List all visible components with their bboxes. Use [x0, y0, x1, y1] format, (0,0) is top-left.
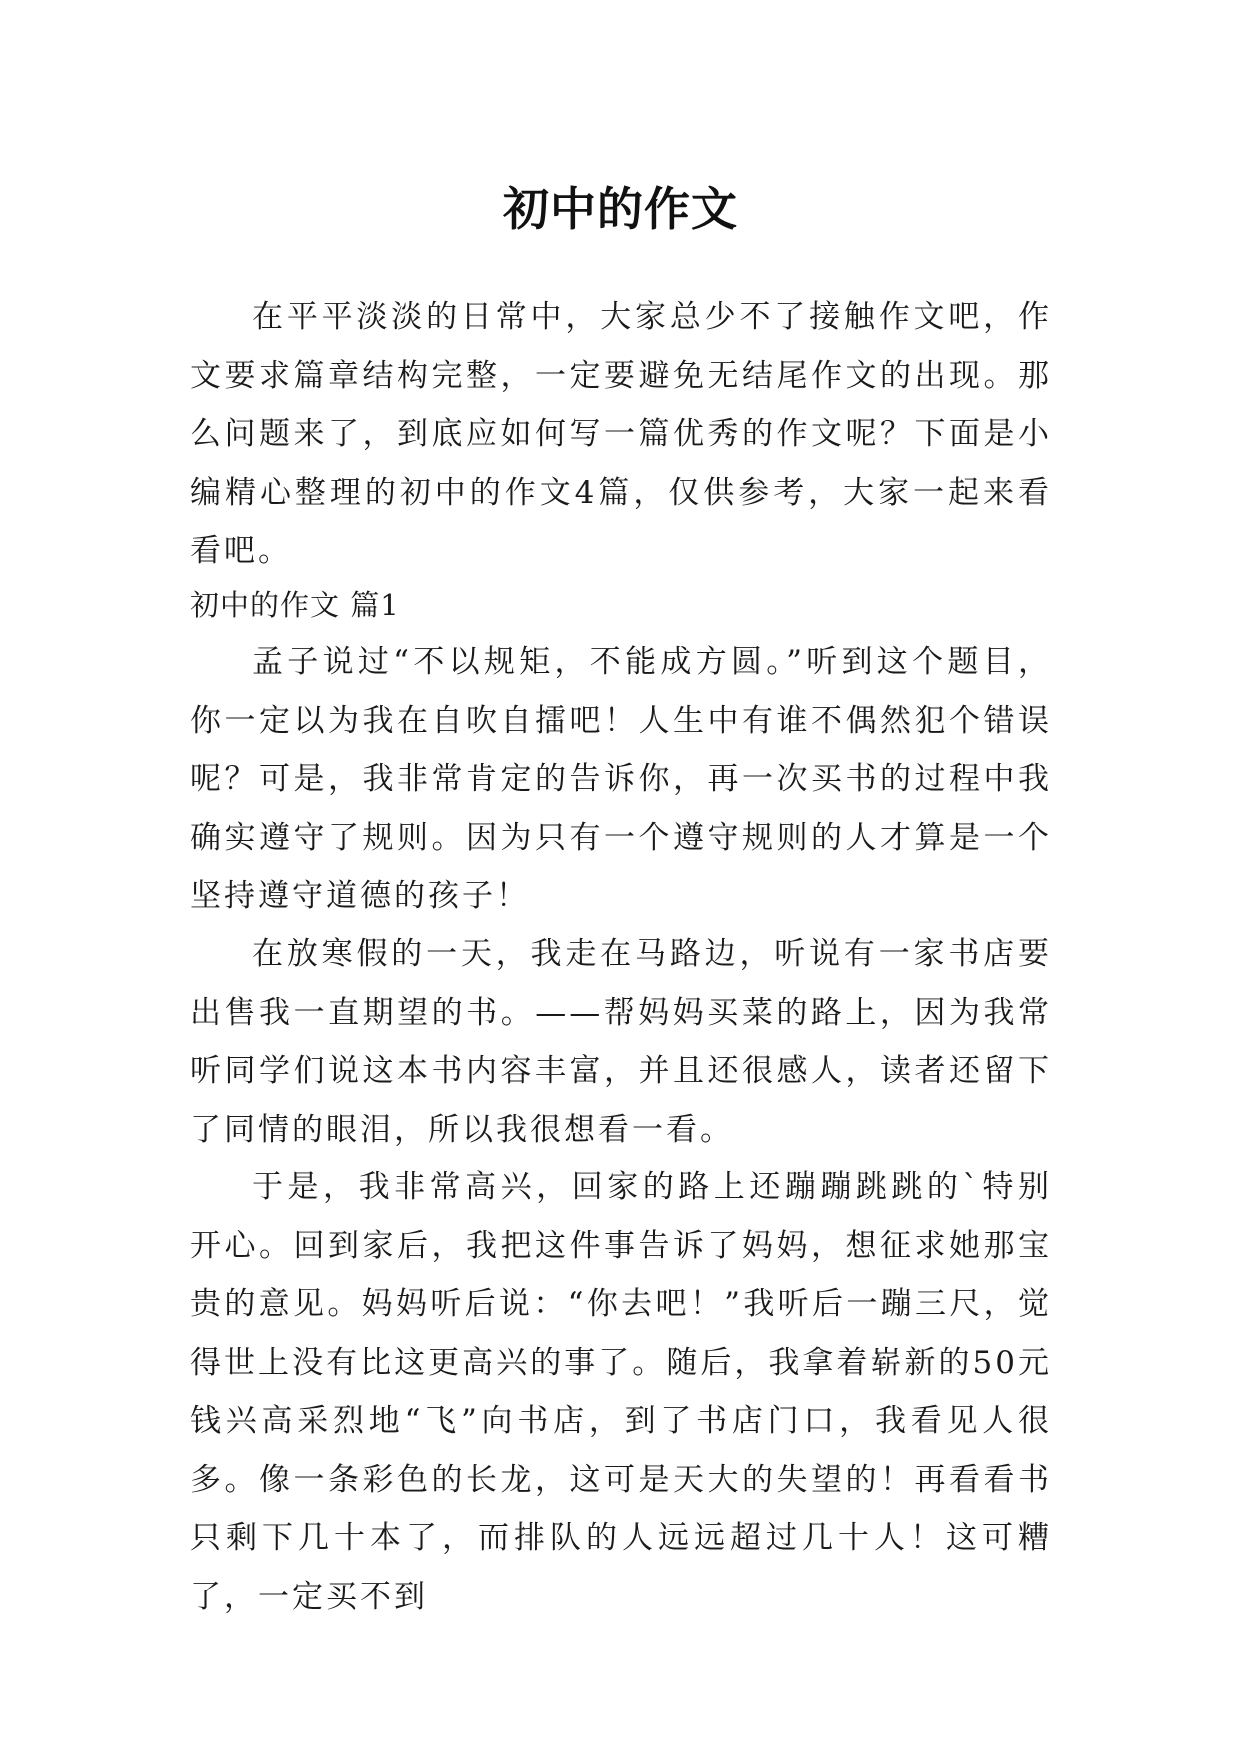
intro-paragraph: 在平平淡淡的日常中，大家总少不了接触作文吧，作文要求篇章结构完整，一定要避免无结尾作文的出现。那么问题来了，到底应如何写一篇优秀的作文呢？下面是小编精心整理的初中的作文4篇，仅供参考，大家一起来看看吧。 [190, 299, 1052, 569]
body-paragraph: 在放寒假的一天，我走在马路边，听说有一家书店要出售我一直期望的书。——帮妈妈买菜的路上，因为我常听同学们说这本书内容丰富，并且还很感人，读者还留下了同情的眼泪，所以我很想看一看。 [190, 936, 1052, 1148]
document-title: 初中的作文 [503, 181, 738, 236]
body-paragraph: 于是，我非常高兴，回家的路上还蹦蹦跳跳的`特别开心。回到家后，我把这件事告诉了妈妈，想征求她那宝贵的意见。妈妈听后说：“你去吧！”我听后一蹦三尺，觉得世上没有比这更高兴的事了。随后，我拿着崭新的50元钱兴高采烈地“飞”向书店，到了书店门口，我看见人很多。像一条彩色的长龙，这可是天大的失望的！再看看书只剩下几十本了，而排队的人远远超过几十人！这可糟了，一定买不到 [190, 1169, 1052, 1615]
section-heading: 初中的作文 篇1 [190, 588, 400, 622]
body-paragraph: 孟子说过“不以规矩，不能成方圆。”听到这个题目，你一定以为我在自吹自擂吧！人生中有谁不偶然犯个错误呢？可是，我非常肯定的告诉你，再一次买书的过程中我确实遵守了规则。因为只有一个遵守规则的人才算是一个坚持遵守道德的孩子！ [190, 644, 1052, 914]
